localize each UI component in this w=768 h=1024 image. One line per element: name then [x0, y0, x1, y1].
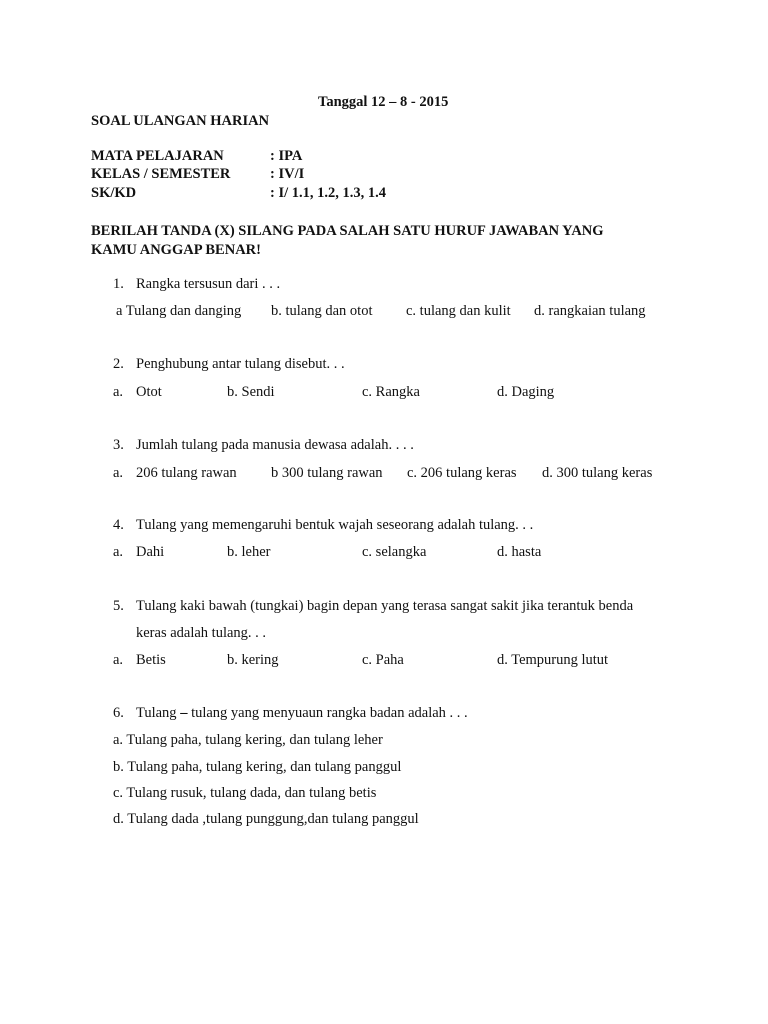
answer-option[interactable]: d. Tulang dada ,tulang punggung,dan tulang panggul	[113, 811, 419, 827]
answer-option[interactable]: b. Sendi	[227, 384, 275, 400]
question-text: Jumlah tulang pada manusia dewasa adalah. . . .	[136, 437, 414, 453]
answer-option[interactable]: c. selangka	[362, 544, 427, 560]
info-value-class: : IV/I	[270, 166, 305, 182]
info-value-skkd: : I/ 1.1, 1.2, 1.3, 1.4	[270, 185, 386, 201]
answer-option-letter[interactable]: a.	[113, 384, 124, 400]
instruction-line-2: KAMU ANGGAP BENAR!	[91, 242, 261, 258]
question-text: Rangka tersusun dari . . .	[136, 276, 281, 292]
question-text: Tulang yang memengaruhi bentuk wajah seseorang adalah tulang. . .	[136, 517, 534, 533]
answer-option[interactable]: Otot	[136, 384, 162, 400]
question-number: 1.	[113, 276, 124, 292]
question-number: 4.	[113, 517, 124, 533]
question-text-continued: keras adalah tulang. . .	[136, 625, 267, 641]
info-label-subject: MATA PELAJARAN	[91, 148, 224, 164]
answer-option[interactable]: Betis	[136, 652, 166, 668]
answer-option[interactable]: a Tulang dan danging	[116, 303, 242, 319]
answer-option[interactable]: c. Rangka	[362, 384, 420, 400]
answer-option[interactable]: b. kering	[227, 652, 279, 668]
answer-option[interactable]: c. 206 tulang keras	[407, 465, 517, 481]
exam-date: Tanggal 12 – 8 - 2015	[318, 94, 449, 110]
answer-option[interactable]: d. Tempurung lutut	[497, 652, 609, 668]
info-value-subject: : IPA	[270, 148, 303, 164]
answer-option[interactable]: 206 tulang rawan	[136, 465, 237, 481]
answer-option[interactable]: c. tulang dan kulit	[406, 303, 511, 319]
answer-option[interactable]: d. rangkaian tulang	[534, 303, 646, 319]
answer-option-letter[interactable]: a.	[113, 652, 124, 668]
instruction-line-1: BERILAH TANDA (X) SILANG PADA SALAH SATU HURUF JAWABAN YANG	[91, 223, 604, 239]
answer-option[interactable]: d. 300 tulang keras	[542, 465, 653, 481]
answer-option[interactable]: b. Tulang paha, tulang kering, dan tulang panggul	[113, 759, 402, 775]
answer-option[interactable]: d. Daging	[497, 384, 555, 400]
answer-option[interactable]: b. leher	[227, 544, 271, 560]
question-text: Penghubung antar tulang disebut. . .	[136, 356, 345, 372]
info-label-skkd: SK/KD	[91, 185, 137, 201]
answer-option[interactable]: c. Tulang rusuk, tulang dada, dan tulang betis	[113, 785, 377, 801]
question-number: 3.	[113, 437, 124, 453]
answer-option[interactable]: b. tulang dan otot	[271, 303, 373, 319]
answer-option[interactable]: a. Tulang paha, tulang kering, dan tulang leher	[113, 732, 383, 748]
answer-option-letter[interactable]: a.	[113, 544, 124, 560]
question-number: 5.	[113, 598, 124, 614]
answer-option-letter[interactable]: a.	[113, 465, 124, 481]
answer-option[interactable]: d. hasta	[497, 544, 542, 560]
question-number: 2.	[113, 356, 124, 372]
answer-option[interactable]: b 300 tulang rawan	[271, 465, 383, 481]
answer-option[interactable]: c. Paha	[362, 652, 404, 668]
answer-option[interactable]: Dahi	[136, 544, 165, 560]
exam-title: SOAL ULANGAN HARIAN	[91, 113, 270, 129]
question-text: Tulang kaki bawah (tungkai) bagin depan yang terasa sangat sakit jika terantuk benda	[136, 598, 634, 614]
question-text: Tulang – tulang yang menyuaun rangka badan adalah . . .	[136, 705, 468, 721]
info-label-class: KELAS / SEMESTER	[91, 166, 231, 182]
question-number: 6.	[113, 705, 124, 721]
